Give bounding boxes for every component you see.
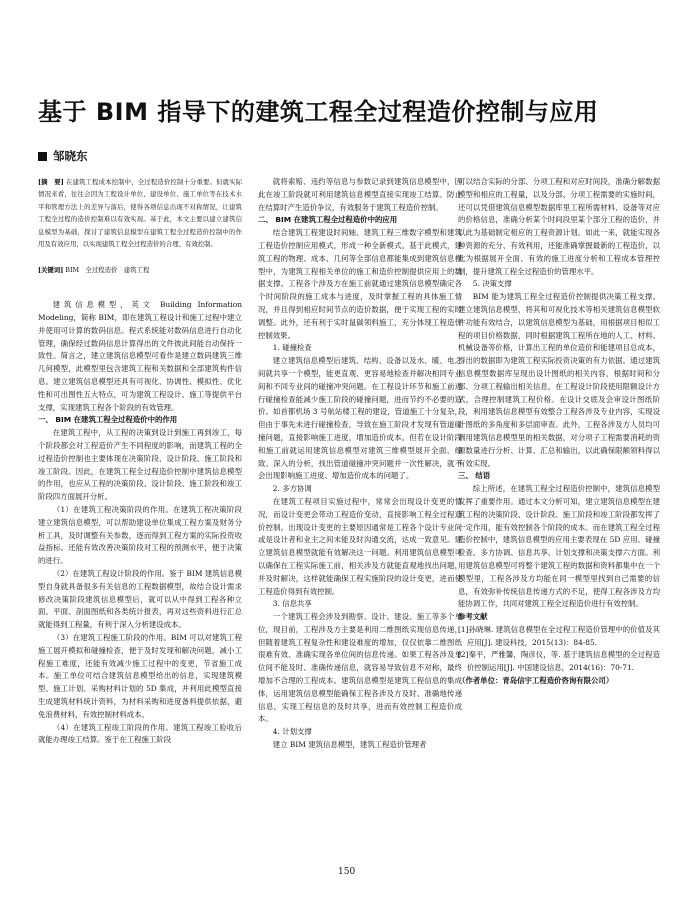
keywords	[38, 264, 242, 277]
subsection-heading: 1. 碰撞检查	[272, 343, 312, 353]
square-bullet-icon	[38, 152, 47, 161]
author-affiliation: （作者单位：青岛信宇工程造价咨询有限公司）	[458, 676, 614, 686]
abstract-label: [摘 要]	[38, 178, 64, 186]
column-2	[258, 176, 462, 752]
paragraph: 结合建筑工程建设时间轴、建筑工程三维数字模型和建筑工程造价控制应用模式，形成一种全新模式。基于此模式，建筑工程的物理、成本、几何等全部信息都能集成到建筑信息模型中，为建筑工程相关单位的施工和造价控制提供应用上的数据支撑。工程各个涉及方在施工前就通过建筑信息模型确定各个时间阶段的施工成本与进度，及时掌握工程的具体施工情况，并且得到相应时间节点的造价数据，便于实现工程的实时调整。此外，还有利于实时鼠碳领料施工，充分体现工程造价控制效果。	[258, 228, 462, 340]
column-1-body	[38, 299, 242, 747]
paragraph: （4）在建筑工程竣工阶段的作用。建筑工程竣工验收后就能办理竣工结算。鉴于在工程施工阶段	[38, 722, 242, 745]
keywords-text: BIM 全过程造价 建筑工程	[65, 266, 150, 275]
paper-title: 基于 BIM 指导下的建筑工程全过程造价控制与应用	[38, 98, 599, 126]
paragraph: （3）在建筑工程施工阶段的作用。BIM 可以对建筑工程施工展开模拟和碰撞检查，便于及时发现和解决问题，减小工程施工难度，还能有效减少施工过程中的变更，节省施工成本。施工单位可结合建筑信息模型给出的信息，实现建筑模型、施工计划、采购材料计划的 5D 集成，并利用此模型直接生成建筑材料统计资料，为材料采购和进度备料提供依据，避免浪费材料，有效控制材料成本。	[38, 632, 242, 719]
paragraph: 建立建筑信息模型后建筑、结构、设备以及水、暖、电之间就共享一个模型，能更直观、更容易地检查并解决相同专业间和不同专业间的碰撞冲突问题。在工程设计环节和施工前进行碰撞检查能减少施工阶段的碰撞问题，进而节约不必要的造价。如首都机场 3 号航站楼工程的建设，管道施工十分复杂，但由于事先未进行碰撞检查，导致在施工阶段才发现有管道碰撞问题，直接影响施工进度，增加造价成本。但若在设计阶段和施工前就运用建筑信息模型对建筑三维模型展开全面、细致、深入的分析，找出管道碰撞冲突问题并一次性解决，就不会出现影响施工进度、增加造价成本的问题了。	[258, 356, 462, 481]
paragraph: （1）在建筑工程决策阶段的作用。在建筑工程决策阶段建立建筑信息模型，可以帮助建设单位集成工程方案及财务分析工具，及时调整有关参数，逐而得到工程方案的实际投资收益指标。还能有效改善决策阶段对工程的预测水平，便于决策的进行。	[38, 504, 242, 566]
author-name: 邹晓东	[53, 149, 88, 163]
subsection-heading: 4. 计划支撑	[272, 727, 312, 737]
subsection-heading: 5. 决策支撑	[472, 279, 512, 289]
column-3	[458, 176, 660, 688]
paragraph: （2）在建筑工程设计阶段的作用。鉴于 BIM 建筑信息模型自身就具备很多有关信息的工程数据模型，故结合设计需求修改决策阶段建筑信息模型后，就可以从中得到工程各种立面、平面、剖面图纸和各类统计报表，再对这些资料进行汇总就能得到工程量，有利于深入分析建设成本。	[38, 568, 242, 630]
paragraph: 建筑信息模型，英文 Building Information Modeling，简称 BIM，即在建筑工程设计和施工过程中建立并使用可计算的数码信息。程式系统能对数码信息进行自动化管理，确保经过数码信息计算得出的文件彼此间能自动保持一致性。简言之，建立建筑信息模型可看作是建立数码建筑三维几何模型，此模型里包含建筑工程和关数据和全部建筑构件信息。建立建筑信息模型还具有可视化、协调性、模拟性、优化性和可出图性五大特点，可为建筑工程设计、施工等提供平台支撑，实现建筑工程各个阶段的有效管理。	[38, 300, 242, 412]
section-heading: 三、 结语	[458, 471, 491, 481]
abstract	[38, 176, 242, 250]
page-number: 150	[338, 867, 356, 877]
reference-entry: [1]孙晓琳. 建筑信息模型在全过程工程造价管理中的价值及其应用[J]. 建设科技，2015(13)：84-85.	[458, 624, 660, 647]
paragraph: 在建筑工程项目实施过程中，常常会出现设计变更的情况，而设计变更会带动工程造价变动，直接影响工程全过程造价控制。出现设计变更的主要原因通常是工程各个设计专业间或是设计者和业主之间未能及时沟通交流，达成一致意见。建立建筑信息模型就能有效解决这一问题。利用建筑信息模型可以确保在工程实际施工前，相关涉及方就能直观地找出问题，并及时解决，这样就能确保工程实施阶段的设计变更，进而使工程造价得到有效控制。	[258, 496, 462, 596]
paragraph: 一个建筑工程会涉及到勘察、设计、建设、施工等多个单位，现目前，工程涉及方主要是利用二维图纸实现信息传递，但随着建筑工程复杂性和建设难度的增加，仅仅依靠二维图纸很难有效、准确实现各单位间的信息传递。如果工程各涉及单位间不能及时、准确传递信息，就容易导致信息不对称，最终增加不合理的工程成本。建筑信息模型是建筑工程信息的集成体，运用建筑信息模型能确保工程各涉及方及时、准确地传递信息，实现工程信息的及时共享，进而有效控制工程造价成本。	[258, 612, 462, 724]
paragraph: 可以结合实际的分部、分项工程和对应时间段，准确分解数据模型和相应的工程量，以及分部、分项工程需要的实施时间，还可以凭借建筑信息模型数据库里工程所需材料、设备等对应的价格信息，准确分析某个时间段里某个部分工程的造价，并以此为基础制定相应的工程资源计划。如此一来，就能实现各种资源的充分、有效利用，还能准确掌握最新的工程造价，以此为根据展开全面、有效的施工进度分析和工程成本管理控制，提升建筑工程全过程造价的管理水平。	[458, 177, 660, 276]
column-1	[38, 176, 242, 747]
paragraph: 在建筑工程中，从工程的决策到设计到施工再到竣工，每个阶段都会对工程造价产生不同程度的影响，而建筑工程的全过程造价控制也主要体现在决策阶段、设计阶段、施工阶段和竣工阶段。因此，在建筑工程全过程造价控制中建筑信息模型的作用，也应从工程的决策阶段、设计阶段、施工阶段和竣工阶段四方面展开分析。	[38, 428, 242, 502]
column-2-body	[258, 176, 462, 752]
keywords-label: [关键词]	[38, 266, 64, 275]
paragraph: 综上所述，在建筑工程全过程造价控制中，建筑信息模型发挥了重要作用。通过本文分析可知，建立建筑信息模型在建筑工程的决策阶段、设计阶段、施工阶段和竣工阶段都发挥了一定作用，能有效控制各个阶段的成本。而在建筑工程全过程造价控制中，建筑信息模型的应用主要表现在 5D 应用、碰撞检查、多方协调、信息共享、计划支撑和决策支撑六方面。利用建筑信息模型可将整个建筑工程的数据和资料都集中在一个模型里，工程各涉及方均能在同一模型里找到自己需要的信息，有效弥补传统信息传递方式的不足，使得工程各涉及方均能协调工作，共同对建筑工程全过程造价进行有效控制。	[458, 484, 660, 609]
subsection-heading: 3. 信息共享	[272, 599, 312, 609]
section-heading: 参考文献	[458, 612, 488, 622]
section-heading: 一、 BIM 在建筑工程全过程造价中的作用	[38, 415, 178, 425]
paragraph: 就将索赔、违约等信息与参数记录到建筑信息模型中，因此在竣工阶段就可利用建筑信息模型直接实现竣工结算。防止在结算时产生造价争议，有效服务于建筑工程造价控制。	[258, 177, 462, 212]
author-line	[38, 148, 88, 164]
reference-entry: [2]秦平，严雅馨，陶彦仪，等. 基于建筑信息模型的全过程造价控制运用[J]. 中国建设信息，2014(16)：70-71.	[458, 650, 660, 673]
column-3-body	[458, 176, 660, 688]
abstract-text: 在建筑工程成本控制中，全过程造价控制十分重要。但就实际情况来看，往往会因为工程设计单位、建设单位、施工单位等在技术水平和管理方法上的差异与落后，使得各项信息出现不对称情况，让建筑工程全过程的造价控制难以有效实现。基于此，本文主要以建立建筑信息模型为基础，探讨了建筑信息模型在建筑工程全过程造价控制中的作用及有效应用，以实现建筑工程全过程造价的合理、有效控制。	[38, 178, 242, 249]
section-heading: 二、 BIM 在建筑工程全过程造价中的应用	[258, 215, 398, 225]
paragraph: 建立 BIM 建筑信息模型，建筑工程造价管理者	[272, 740, 427, 750]
paragraph: BIM 能为建筑工程全过程造价控制提供决策工程支撑。建立建筑信息模型，将其和可视化技术等相关建筑信息模型软件功能有效结合，以建筑信息模型为基础，用根据项目相似工程的项目价格数据，同时根据建筑工程所在地的人工、材料、机械设备等价格，计算出工程的单位造价和能建项目总成本，得出的数据即为建筑工程实际投资决策的有力依据。通过建筑信息模型数据库呈现出设计图纸的相关内容，根据时间和分部、分项工程输出相关信息，在工程设计阶段使用限额设计方式，合理控制建筑工程价格。在设计交底及会审设计图纸阶段，利用建筑信息模型有效整合工程各涉及专业内容，实现设计图纸的多角度和多层面审查。此外，工程各涉及方人员均可调用建筑信息模型里的相关数据，对分项子工程需要消耗的资源数量进行分析、计算、汇总和输出，以此确保限额领料得以有效实现。	[458, 292, 660, 468]
subsection-heading: 2. 多方协调	[272, 484, 312, 494]
